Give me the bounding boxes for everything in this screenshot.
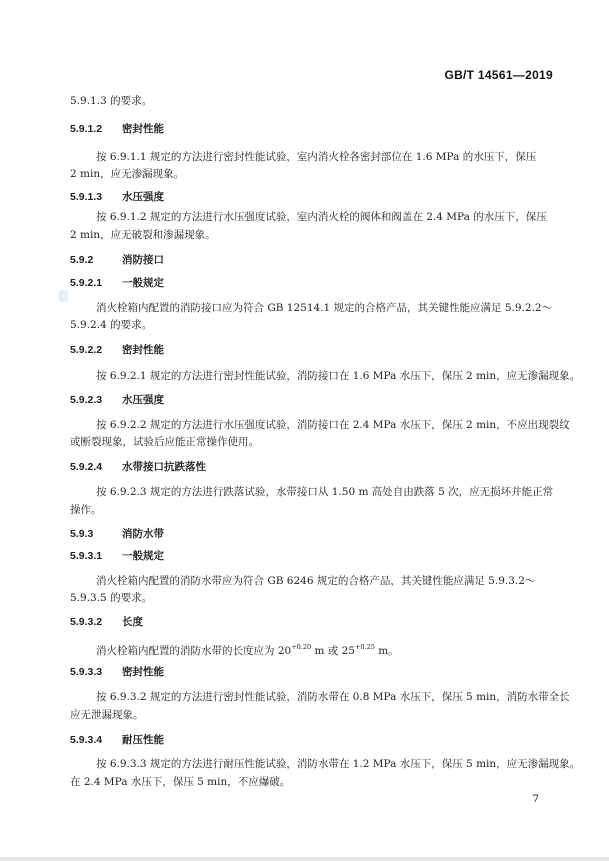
section-number: 5.9.3.2: [70, 616, 103, 628]
section-number: 5.9.2.1: [70, 277, 103, 289]
section-heading: [70, 393, 164, 407]
section-number: 5.9.2: [70, 254, 94, 266]
section-title: 耐压性能: [122, 734, 164, 746]
paragraph-line: 操作。: [70, 504, 102, 516]
paragraph-line: 按 6.9.1.2 规定的方法进行水压强度试验，室内消火栓的阀体和阀盖在 2.4 MPa 的水压下，保压: [96, 211, 547, 223]
section-title: 密封性能: [122, 666, 164, 678]
section-number: 5.9.2.3: [70, 394, 103, 406]
section-title: 水压强度: [122, 191, 164, 203]
section-number: 5.9.2.2: [70, 344, 103, 356]
section-title: 密封性能: [122, 123, 164, 135]
section-heading: [70, 665, 164, 679]
tolerance-20: +0.20: [291, 643, 312, 651]
section-number: 5.9.1.3: [70, 191, 103, 203]
paragraph-line: 按 6.9.2.1 规定的方法进行密封性能试验，消防接口在 1.6 MPa 水压下，保压 2 min，应无渗漏现象。: [96, 370, 581, 382]
paragraph-line: 2 min，应无破裂和渗漏现象。: [70, 229, 216, 241]
paragraph-line: 按 6.9.2.3 规定的方法进行跌落试验，水带接口从 1.50 m 高处自由跌落 5 次，应无损坏并能正常: [96, 486, 554, 498]
section-number: 5.9.3: [70, 528, 94, 540]
section-heading: [70, 253, 164, 267]
section-heading: [70, 460, 206, 474]
paragraph-line: 按 6.9.3.2 规定的方法进行密封性能试验，消防水带在 0.8 MPa 水压下，保压 5 min，消防水带全长: [96, 691, 570, 703]
section-heading: [70, 343, 164, 357]
paragraph-line: 按 6.9.3.3 规定的方法进行耐压性能试验，消防水带在 1.2 MPa 水压下，保压 5 min，应无渗漏现象。: [96, 758, 581, 770]
length-text: m 或 25: [311, 645, 355, 657]
paragraph-line: [96, 640, 558, 658]
section-heading: [70, 733, 164, 747]
section-title: 长度: [122, 616, 143, 628]
paragraph-line: 5.9.2.4 的要求。: [70, 319, 153, 331]
section-number: 5.9.3.3: [70, 666, 103, 678]
paragraph-line: 在 2.4 MPa 水压下，保压 5 min，不应爆破。: [70, 776, 291, 788]
paragraph-line: 消火栓箱内配置的消防接口应为符合 GB 12514.1 规定的合格产品，其关键性能应满足 5.9.2.2～: [96, 302, 553, 314]
section-title: 水带接口抗跌落性: [122, 461, 206, 473]
paragraph-line: 消火栓箱内配置的消防水带应为符合 GB 6246 规定的合格产品，其关键性能应满足 5.9.3.2～: [96, 575, 536, 587]
page-bottom-edge: [0, 857, 609, 861]
section-heading: [70, 549, 164, 563]
section-heading: [70, 190, 164, 204]
tolerance-25: +0.25: [354, 643, 375, 651]
section-title: 消防接口: [122, 254, 164, 266]
paragraph-line: 5.9.3.5 的要求。: [70, 592, 153, 604]
page-number: 7: [532, 793, 539, 805]
section-heading: [70, 276, 164, 290]
paragraph-line: 2 min，应无渗漏现象。: [70, 168, 185, 180]
section-title: 一般规定: [122, 550, 164, 562]
text-line: 5.9.1.3 的要求。: [70, 95, 153, 107]
section-title: 水压强度: [122, 394, 164, 406]
section-heading: [70, 122, 164, 136]
length-text: 消火栓箱内配置的消防水带的长度应为 20: [96, 645, 292, 657]
section-number: 5.9.3.4: [70, 734, 103, 746]
section-title: 消防水带: [122, 528, 164, 540]
paragraph-line: 按 6.9.1.1 规定的方法进行密封性能试验，室内消火栓各密封部位在 1.6 MPa 的水压下，保压: [96, 151, 537, 163]
standard-number: GB/T 14561—2019: [444, 68, 553, 82]
paragraph-line: 或断裂现象，试验后应能正常操作使用。: [70, 436, 259, 448]
scan-mark: [58, 290, 68, 302]
paragraph-line: 应无泄漏现象。: [70, 709, 144, 721]
section-heading: [70, 527, 164, 541]
paragraph-line: 按 6.9.2.2 规定的方法进行水压强度试验，消防接口在 2.4 MPa 水压下，保压 2 min，不应出现裂纹: [96, 419, 570, 431]
length-text: m。: [374, 645, 399, 657]
section-number: 5.9.1.2: [70, 123, 103, 135]
section-number: 5.9.3.1: [70, 550, 103, 562]
section-title: 密封性能: [122, 344, 164, 356]
section-heading: [70, 615, 143, 629]
section-title: 一般规定: [122, 277, 164, 289]
section-number: 5.9.2.4: [70, 461, 103, 473]
